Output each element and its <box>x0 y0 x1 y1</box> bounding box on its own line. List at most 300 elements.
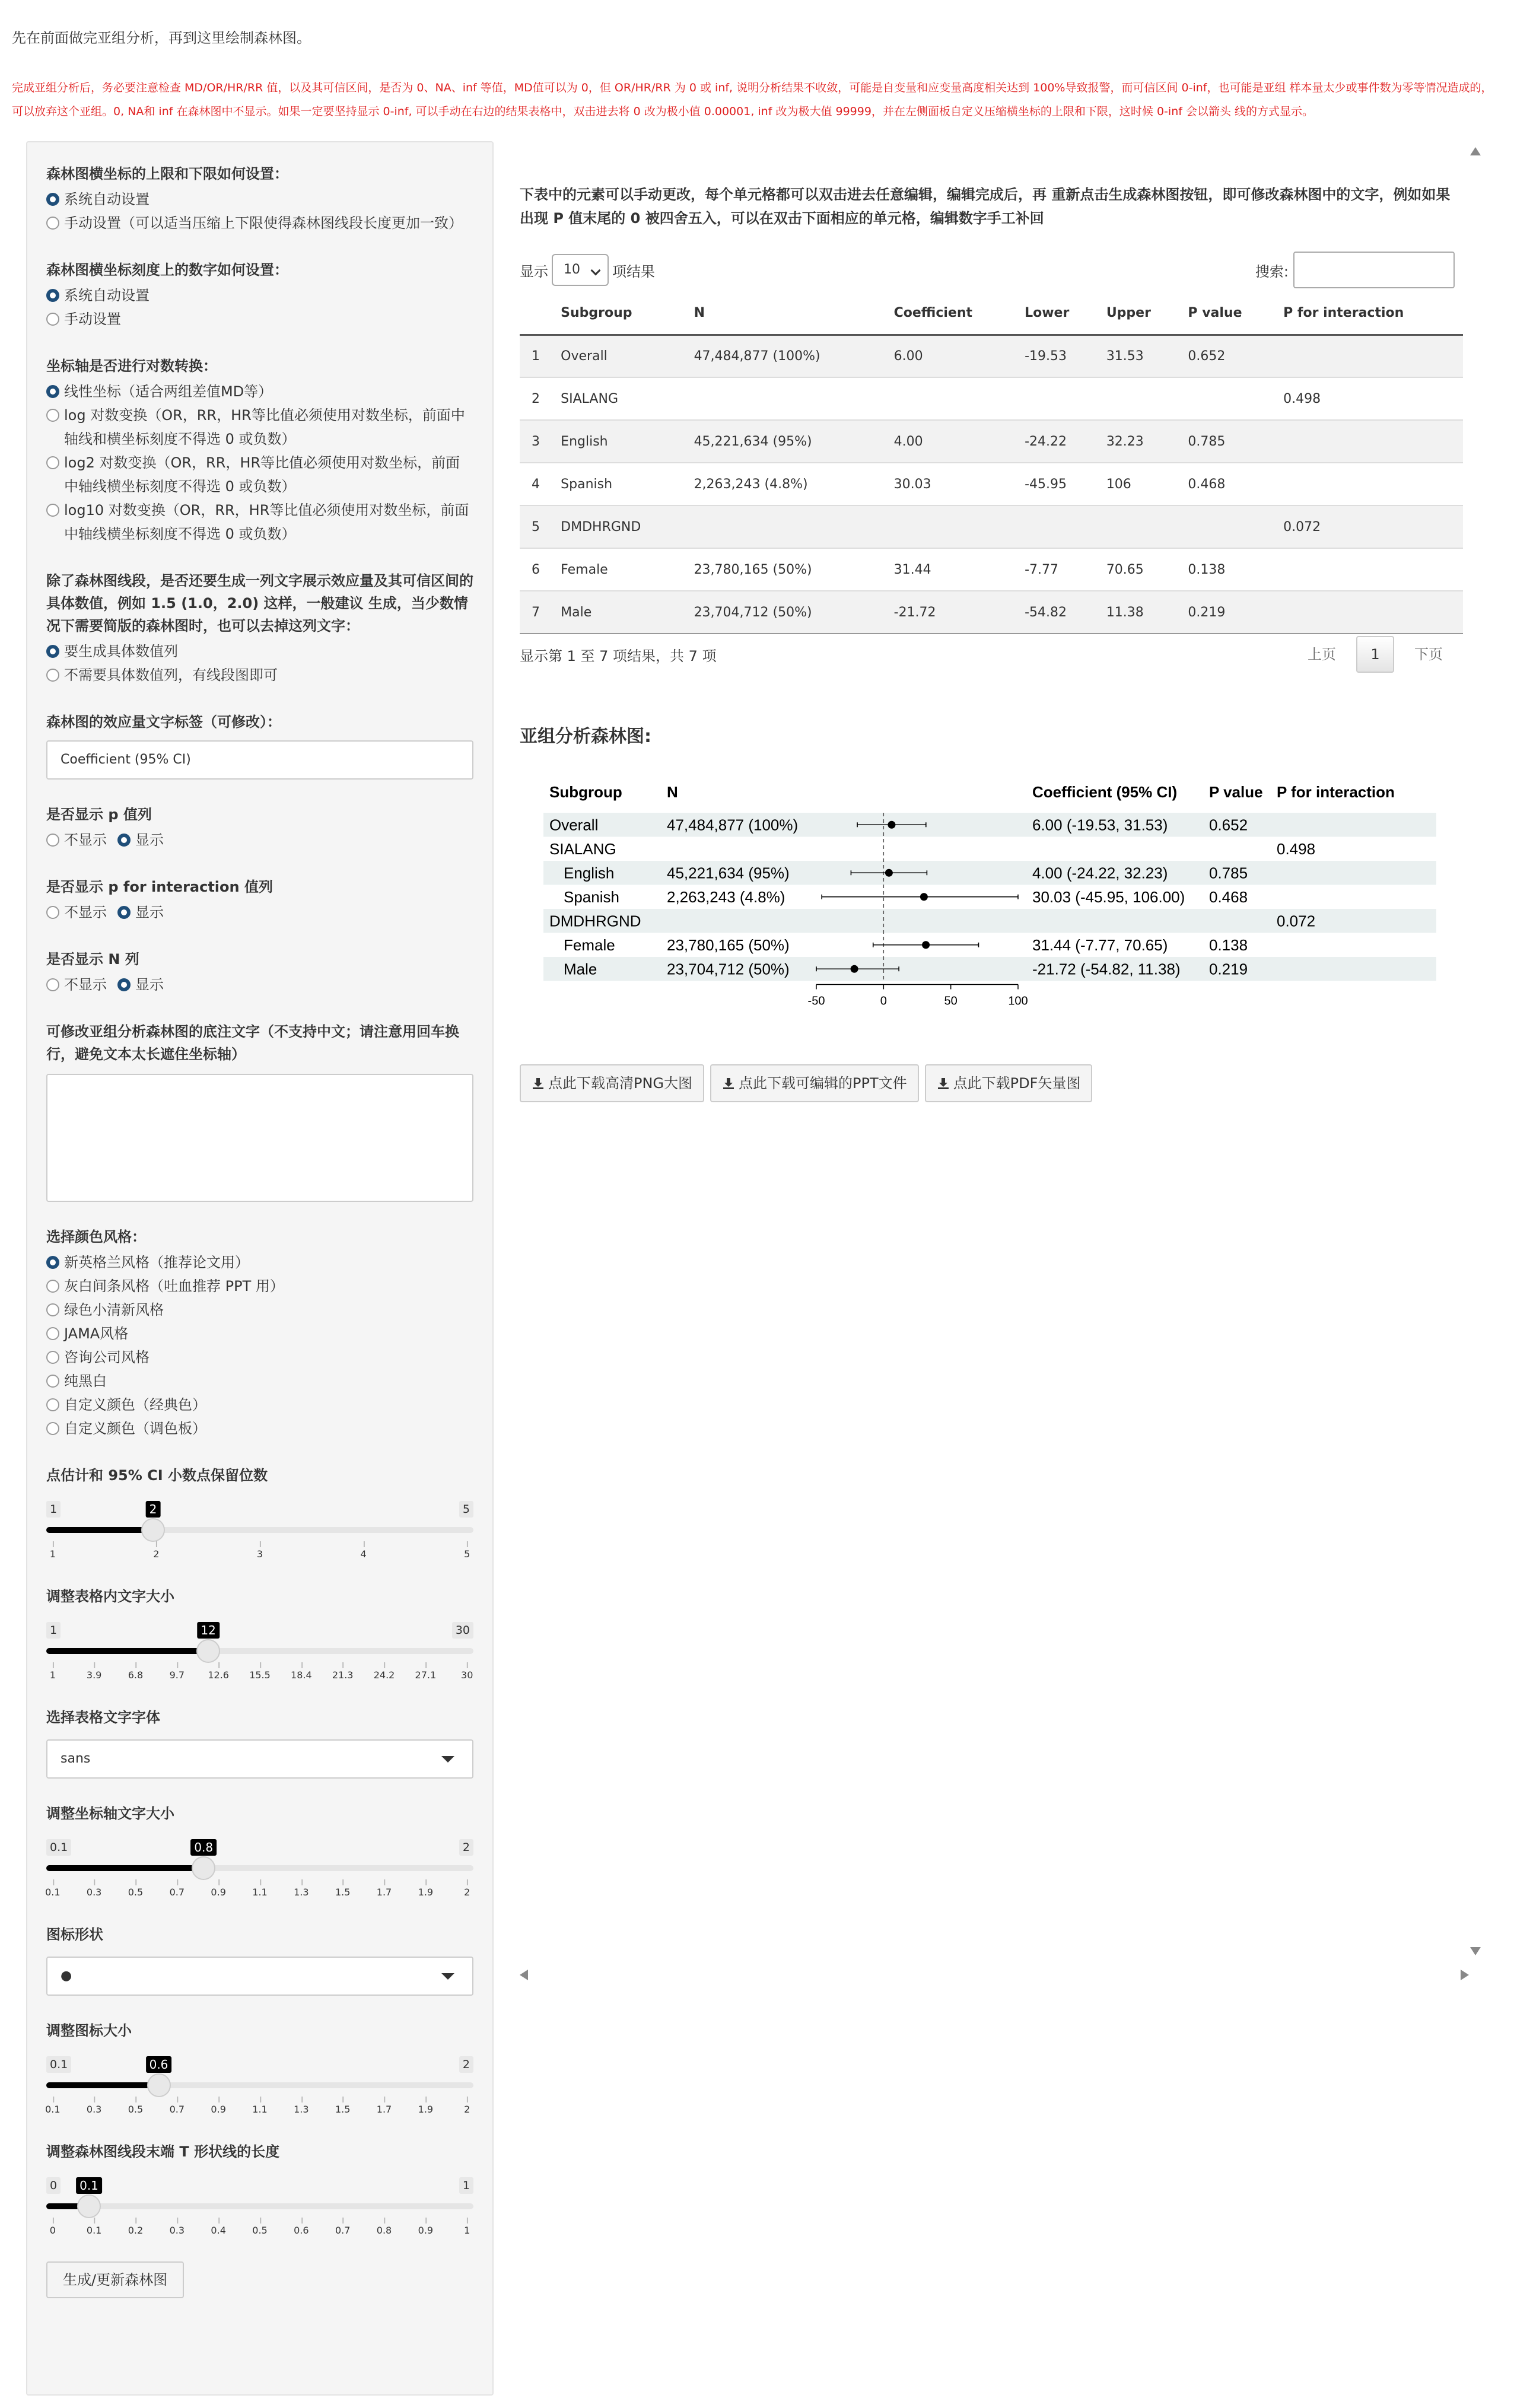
shape-size-handle[interactable] <box>147 2073 171 2097</box>
forest-header-p: P value <box>1209 783 1263 801</box>
download-ppt-button[interactable] <box>710 1064 919 1102</box>
shape-size-min: 0.1 <box>46 2056 71 2073</box>
log-transform-label: 坐标轴是否进行对数转换： <box>46 358 217 374</box>
warning-text: 完成亚组分析后，务必要注意检查 MD/OR/HR/RR 值，以及其可信区间，是否为 0、NA、inf 等值，MD值可以为 0，但 OR/HR/RR 为 0 或 inf, 说明分析结果不收敛，可能是自变量和应变量高度相关达到 100%导致报警，而可信区间 0-inf，也可能是亚组 样本量太少或事件数为零等情况造成的，可以放弃这个亚组。0, NA和 inf 在森林图中不显示。如果一定要坚持显示 0-inf, 可以手动在右边的结果表格中，双击进去将 0 改为极小值 0.00001, inf 改为极大值 99999，并在左侧面板自定义压缩横坐标的上限和下限，这时候 0-inf 会以箭头 线的方式显示。 <box>12 81 1493 118</box>
decimals-slider[interactable] <box>46 1490 473 1561</box>
radio-button-icon[interactable] <box>46 906 59 919</box>
slider-tick-label: 0.7 <box>169 2104 185 2115</box>
caret-down-icon <box>441 1756 454 1763</box>
log-transform-option-label: log 对数变换（OR，RR，HR等比值必须使用对数坐标，前面中轴线和横坐标刻度不得选 0 或负数） <box>64 407 465 447</box>
log-transform-option-label: 线性坐标（适合两组差值MD等） <box>64 383 273 400</box>
search-input[interactable] <box>1293 252 1455 288</box>
table-cell[interactable]: 0.498 <box>1271 377 1463 420</box>
font-size-value: 12 <box>197 1622 219 1639</box>
table-cell[interactable]: 32.23 <box>1095 420 1176 463</box>
decimals-value: 2 <box>146 1501 161 1518</box>
chevron-down-icon <box>591 266 601 276</box>
value-column-option-label: 要生成具体数值列 <box>64 643 178 660</box>
tcap-track[interactable] <box>46 2203 473 2209</box>
slider-tick-label: 0.7 <box>335 2225 351 2236</box>
shape-size-value: 0.6 <box>146 2056 172 2073</box>
table-cell[interactable]: Female <box>549 548 682 591</box>
table-cell[interactable]: -19.53 <box>1013 335 1095 377</box>
slider-tick-label: 0.9 <box>211 1887 226 1898</box>
table-cell[interactable]: SIALANG <box>549 377 682 420</box>
table-cell[interactable]: 0.138 <box>1176 548 1271 591</box>
column-header[interactable] <box>520 292 549 335</box>
color-style-option-label: JAMA风格 <box>64 1325 129 1342</box>
settings-panel <box>26 141 494 2396</box>
slider-tick-label: 1.1 <box>252 2104 268 2115</box>
slider-tick-label: 1.9 <box>418 2104 434 2115</box>
forest-x-tick-label: 100 <box>1008 994 1028 1008</box>
shape-label: 图标形状 <box>46 1926 103 1943</box>
slider-tick-label: 0.8 <box>376 2225 392 2236</box>
axis-limits-option[interactable] <box>46 187 473 211</box>
slider-tick-label: 0.3 <box>169 2225 185 2236</box>
axis-limits-option[interactable] <box>46 211 473 235</box>
length-prefix: 显示 <box>520 263 548 280</box>
radio-button-icon[interactable] <box>46 1280 59 1293</box>
download-icon <box>532 1077 545 1090</box>
table-cell[interactable]: 2 <box>520 377 549 420</box>
table-cell[interactable] <box>1176 377 1271 420</box>
axis-text-size-min: 0.1 <box>46 1839 71 1856</box>
show-n-option-label: 显示 <box>135 976 164 993</box>
radio-button-icon[interactable] <box>46 834 59 847</box>
table-cell[interactable]: -24.22 <box>1013 420 1095 463</box>
page-1-button[interactable]: 1 <box>1356 636 1394 673</box>
forest-row-n: 2,263,243 (4.8%) <box>667 888 785 906</box>
value-column-option[interactable] <box>46 663 473 687</box>
forest-row-p: 0.219 <box>1209 960 1248 978</box>
value-column-label: 除了森林图线段，是否还要生成一列文字展示效应量及其可信区间的具体数值，例如 1.5 (1.0，2.0) 这样，一般建议 生成，当少数情况下需要简版的森林图时，也可以去掉这列文字： <box>46 572 473 634</box>
font-size-slider[interactable] <box>46 1611 473 1682</box>
table-cell[interactable] <box>1095 505 1176 548</box>
table-cell[interactable]: 23,780,165 (50%) <box>682 548 882 591</box>
font-family-select[interactable] <box>46 1739 473 1779</box>
table-cell[interactable] <box>682 505 882 548</box>
decimals-label: 点估计和 95% CI 小数点保留位数 <box>46 1467 268 1484</box>
color-style-option[interactable] <box>46 1417 473 1440</box>
table-search <box>1255 252 1455 288</box>
column-header[interactable]: Subgroup <box>549 292 682 335</box>
table-cell[interactable]: 6 <box>520 548 549 591</box>
decimals-ticks <box>46 1541 473 1561</box>
download-pdf-label: 点此下载PDF矢量图 <box>953 1075 1081 1092</box>
table-cell[interactable]: 0.652 <box>1176 335 1271 377</box>
decimals-min: 1 <box>46 1501 61 1518</box>
show-pint-group <box>46 876 473 924</box>
slider-tick-label: 0.7 <box>169 1887 185 1898</box>
table-cell[interactable]: -45.95 <box>1013 463 1095 505</box>
forest-point <box>885 869 893 877</box>
radio-button-icon[interactable] <box>46 645 59 658</box>
forest-title: 亚组分析森林图: <box>520 726 651 747</box>
show-p-options <box>46 828 473 852</box>
table-cell[interactable] <box>1271 591 1463 634</box>
log-transform-group <box>46 355 473 546</box>
table-row <box>520 420 1463 463</box>
log-transform-option[interactable] <box>46 498 473 546</box>
table-cell[interactable]: Overall <box>549 335 682 377</box>
slider-tick-label: 3.9 <box>86 1669 102 1681</box>
table-cell[interactable] <box>1013 377 1095 420</box>
slider-tick-label: 1 <box>49 1548 56 1560</box>
scroll-down-arrow-icon[interactable] <box>1470 1947 1481 1955</box>
axis-ticks-group <box>46 259 473 331</box>
color-style-option-label: 新英格兰风格（推荐论文用） <box>64 1254 249 1271</box>
effect-label-label: 森林图的效应量文字标签（可修改）： <box>46 714 281 730</box>
footnote-label: 可修改亚组分析森林图的底注文字（不支持中文；请注意用回车换行，避免文本太长遮住坐标轴） <box>46 1023 459 1063</box>
forest-header-ci: Coefficient (95% CI) <box>1032 783 1178 801</box>
table-cell[interactable]: 31.53 <box>1095 335 1176 377</box>
show-n-option[interactable] <box>46 973 107 997</box>
table-cell[interactable]: -21.72 <box>882 591 1013 634</box>
axis-text-size-handle[interactable] <box>192 1856 215 1880</box>
axis-text-size-slider[interactable] <box>46 1828 473 1900</box>
slider-tick-label: 0.5 <box>128 1887 144 1898</box>
axis-limits-group <box>46 163 473 235</box>
show-n-option-label: 不显示 <box>64 976 107 993</box>
table-cell[interactable]: 3 <box>520 420 549 463</box>
radio-button-icon[interactable] <box>46 1375 59 1388</box>
decimals-group <box>46 1464 473 1561</box>
forest-x-tick-label: -50 <box>807 994 825 1008</box>
color-style-option[interactable] <box>46 1393 473 1417</box>
radio-button-icon[interactable] <box>46 409 59 422</box>
show-p-group <box>46 803 473 852</box>
table-cell[interactable]: 2,263,243 (4.8%) <box>682 463 882 505</box>
slider-tick-label: 1 <box>464 2225 470 2236</box>
table-cell[interactable]: 1 <box>520 335 549 377</box>
scroll-right-arrow-icon[interactable] <box>1461 1970 1469 1980</box>
column-header[interactable]: P value <box>1176 292 1271 335</box>
color-style-option[interactable] <box>46 1369 473 1393</box>
tcap-ticks <box>46 2218 473 2238</box>
show-pint-option[interactable] <box>117 901 164 924</box>
show-p-option[interactable] <box>46 828 107 852</box>
slider-tick-label: 6.8 <box>128 1669 144 1681</box>
footnote-group <box>46 1020 473 1202</box>
show-n-option[interactable] <box>117 973 164 997</box>
slider-tick-label: 5 <box>464 1548 470 1560</box>
column-header[interactable]: Lower <box>1013 292 1095 335</box>
radio-button-icon[interactable] <box>46 1303 59 1316</box>
pagination <box>1296 636 1455 673</box>
table-cell[interactable] <box>1271 420 1463 463</box>
decimals-fill <box>46 1527 153 1533</box>
show-n-options <box>46 973 473 997</box>
tcap-handle[interactable] <box>77 2194 101 2218</box>
show-pint-option[interactable] <box>46 901 107 924</box>
axis-limits-option-label: 系统自动设置 <box>64 191 150 208</box>
table-row <box>520 377 1463 420</box>
slider-tick-label: 24.2 <box>373 1669 395 1681</box>
slider-tick-label: 0.3 <box>86 2104 102 2115</box>
shape-size-ticks <box>46 2097 473 2117</box>
slider-tick-label: 0.9 <box>211 2104 226 2115</box>
radio-button-icon[interactable] <box>117 906 131 919</box>
axis-text-size-max: 2 <box>459 1839 473 1856</box>
slider-tick-label: 0.9 <box>418 2225 434 2236</box>
table-cell[interactable] <box>1013 505 1095 548</box>
color-style-option[interactable] <box>46 1298 473 1322</box>
decimals-handle[interactable] <box>141 1518 165 1542</box>
color-style-option[interactable] <box>46 1274 473 1298</box>
forest-point <box>922 941 930 949</box>
forest-x-tick-label: 50 <box>944 994 958 1008</box>
slider-tick-label: 4 <box>360 1548 367 1560</box>
show-pint-options <box>46 901 473 924</box>
color-style-option[interactable] <box>46 1251 473 1274</box>
forest-row-label: English <box>564 864 615 882</box>
radio-button-icon[interactable] <box>46 456 59 469</box>
radio-button-icon[interactable] <box>46 978 59 991</box>
table-cell[interactable]: 7 <box>520 591 549 634</box>
length-suffix: 项结果 <box>612 263 655 280</box>
tcap-max: 1 <box>459 2177 473 2194</box>
log-transform-option[interactable] <box>46 380 473 403</box>
forest-row-ci: 4.00 (-24.22, 32.23) <box>1032 864 1168 882</box>
table-header-row <box>520 292 1463 335</box>
scroll-up-arrow-icon[interactable] <box>1470 147 1481 155</box>
slider-tick-label: 0.6 <box>294 2225 309 2236</box>
slider-tick-label: 0 <box>49 2225 56 2236</box>
table-cell[interactable]: 31.44 <box>882 548 1013 591</box>
radio-button-icon[interactable] <box>46 1398 59 1411</box>
color-style-label: 选择颜色风格： <box>46 1229 146 1245</box>
table-cell[interactable] <box>682 377 882 420</box>
log-transform-option[interactable] <box>46 451 473 498</box>
tcap-value: 0.1 <box>76 2177 102 2194</box>
radio-button-icon[interactable] <box>46 1422 59 1435</box>
font-size-fill <box>46 1648 208 1654</box>
radio-button-icon[interactable] <box>46 1327 59 1340</box>
slider-tick-label: 1.9 <box>418 1887 434 1898</box>
download-png-label: 点此下载高清PNG大图 <box>548 1075 693 1092</box>
axis-text-size-fill <box>46 1865 203 1871</box>
table-cell[interactable]: 23,704,712 (50%) <box>682 591 882 634</box>
radio-button-icon[interactable] <box>46 289 59 302</box>
slider-tick-label: 0.1 <box>45 1887 61 1898</box>
slider-tick-label: 3 <box>256 1548 263 1560</box>
table-cell[interactable] <box>882 377 1013 420</box>
log-transform-option-label: log10 对数变换（OR，RR，HR等比值必须使用对数坐标，前面中轴线横坐标刻度不得选 0 或负数） <box>64 502 469 542</box>
table-cell[interactable]: 30.03 <box>882 463 1013 505</box>
axis-ticks-option-label: 手动设置 <box>64 311 121 327</box>
slider-tick-label: 1 <box>49 1669 56 1681</box>
axis-text-size-group <box>46 1802 473 1900</box>
intro-text: 先在前面做完亚组分析，再到这里绘制森林图。 <box>12 30 311 46</box>
table-cell[interactable]: 0.785 <box>1176 420 1271 463</box>
axis-ticks-option[interactable] <box>46 284 473 307</box>
forest-point <box>920 893 928 901</box>
show-pint-label: 是否显示 p for interaction 值列 <box>46 879 273 895</box>
font-size-handle[interactable] <box>196 1639 220 1663</box>
radio-button-icon[interactable] <box>46 217 59 230</box>
page-length-control <box>520 254 655 286</box>
font-size-min: 1 <box>46 1622 61 1639</box>
forest-row-ci: 6.00 (-19.53, 31.53) <box>1032 816 1168 834</box>
table-cell[interactable]: -7.77 <box>1013 548 1095 591</box>
table-cell[interactable]: 6.00 <box>882 335 1013 377</box>
axis-ticks-option[interactable] <box>46 307 473 331</box>
forest-header-pint: P for interaction <box>1277 783 1395 801</box>
generate-forest-button[interactable]: 生成/更新森林图 <box>46 2261 184 2298</box>
value-column-option[interactable] <box>46 640 473 663</box>
show-n-label: 是否显示 N 列 <box>46 951 139 968</box>
forest-row-n: 23,780,165 (50%) <box>667 936 790 954</box>
radio-button-icon[interactable] <box>46 1256 59 1269</box>
table-cell[interactable] <box>1176 505 1271 548</box>
table-cell[interactable]: 11.38 <box>1095 591 1176 634</box>
forest-header-n: N <box>667 783 678 801</box>
slider-tick-label: 1.3 <box>294 2104 309 2115</box>
table-cell[interactable]: 0.468 <box>1176 463 1271 505</box>
radio-button-icon[interactable] <box>46 1351 59 1364</box>
table-cell[interactable]: 70.65 <box>1095 548 1176 591</box>
column-header[interactable]: N <box>682 292 882 335</box>
forest-row-pint: 0.072 <box>1277 912 1316 930</box>
radio-button-icon[interactable] <box>46 313 59 326</box>
axis-text-size-value: 0.8 <box>190 1839 217 1856</box>
font-size-ticks <box>46 1662 473 1682</box>
table-cell[interactable] <box>882 505 1013 548</box>
table-cell[interactable]: DMDHRGND <box>549 505 682 548</box>
radio-button-icon[interactable] <box>46 193 59 206</box>
axis-text-size-label: 调整坐标轴文字大小 <box>46 1805 174 1822</box>
slider-tick-label: 2 <box>464 1887 470 1898</box>
footnote-textarea[interactable] <box>46 1074 473 1202</box>
radio-button-icon[interactable] <box>117 978 131 991</box>
caret-down-icon <box>441 1973 454 1980</box>
forest-point <box>851 965 858 973</box>
download-icon <box>722 1077 735 1090</box>
table-description: 下表中的元素可以手动更改，每个单元格都可以双击进去任意编辑，编辑完成后，再 重新点击生成森林图按钮，即可修改森林图中的文字，例如如果出现 P 值末尾的 0 被四舍五入，可以在双击下面相应的单元格，编辑数字手工补回 <box>520 186 1451 227</box>
tcap-slider[interactable] <box>46 2167 473 2238</box>
value-column-options <box>46 640 473 687</box>
table-cell[interactable]: Spanish <box>549 463 682 505</box>
download-pdf-button[interactable] <box>925 1064 1093 1102</box>
table-cell[interactable]: -54.82 <box>1013 591 1095 634</box>
show-n-group <box>46 948 473 997</box>
axis-ticks-option-label: 系统自动设置 <box>64 287 150 304</box>
font-size-label: 调整表格内文字大小 <box>46 1588 174 1605</box>
slider-tick-label: 0.2 <box>128 2225 144 2236</box>
table-info: 显示第 1 至 7 项结果，共 7 项 <box>520 648 717 664</box>
table-cell[interactable]: 5 <box>520 505 549 548</box>
table-cell[interactable] <box>1095 377 1176 420</box>
download-icon <box>937 1077 950 1090</box>
prev-page-button[interactable]: 上页 <box>1308 646 1336 663</box>
table-row <box>520 335 1463 377</box>
slider-tick-label: 12.6 <box>208 1669 229 1681</box>
forest-row-p: 0.652 <box>1209 816 1248 834</box>
table-cell[interactable] <box>1271 335 1463 377</box>
log-transform-option[interactable] <box>46 403 473 451</box>
shape-select[interactable] <box>46 1957 473 1996</box>
download-ppt-label: 点此下载可编辑的PPT文件 <box>739 1075 907 1092</box>
slider-tick-label: 0.3 <box>86 1887 102 1898</box>
forest-row-n: 45,221,634 (95%) <box>667 864 790 882</box>
slider-tick-label: 0.1 <box>45 2104 61 2115</box>
color-style-option[interactable] <box>46 1322 473 1345</box>
color-style-option[interactable] <box>46 1345 473 1369</box>
tcap-label: 调整森林图线段末端 T 形状线的长度 <box>46 2143 280 2160</box>
radio-button-icon[interactable] <box>46 504 59 517</box>
radio-button-icon[interactable] <box>117 834 131 847</box>
scroll-left-arrow-icon[interactable] <box>520 1970 528 1980</box>
radio-button-icon[interactable] <box>46 385 59 398</box>
shape-size-group <box>46 2019 473 2117</box>
log-transform-options <box>46 380 473 546</box>
forest-x-tick-label: 0 <box>880 994 887 1008</box>
main-panel <box>520 141 1467 1957</box>
slider-tick-label: 1.7 <box>376 1887 392 1898</box>
forest-row-label: Spanish <box>564 888 619 906</box>
tcap-group <box>46 2140 473 2238</box>
radio-button-icon[interactable] <box>46 669 59 682</box>
axis-text-size-ticks <box>46 1879 473 1900</box>
effect-label-input[interactable]: Coefficient (95% CI) <box>46 740 473 780</box>
download-buttons <box>520 1064 1098 1102</box>
table-cell[interactable]: 47,484,877 (100%) <box>682 335 882 377</box>
font-family-group <box>46 1706 473 1779</box>
table-cell[interactable] <box>1271 548 1463 591</box>
color-style-option-label: 咨询公司风格 <box>64 1349 150 1366</box>
show-p-option[interactable] <box>117 828 164 852</box>
forest-header-subgroup: Subgroup <box>549 783 622 801</box>
forest-row-label: DMDHRGND <box>549 912 641 930</box>
column-header[interactable]: Coefficient <box>882 292 1013 335</box>
decimals-max: 5 <box>459 1501 473 1518</box>
value-column-option-label: 不需要具体数值列，有线段图即可 <box>64 667 278 683</box>
download-png-button[interactable] <box>520 1064 704 1102</box>
next-page-button[interactable]: 下页 <box>1414 646 1443 663</box>
table-row <box>520 505 1463 548</box>
table-cell[interactable]: 106 <box>1095 463 1176 505</box>
table-cell[interactable]: 0.072 <box>1271 505 1463 548</box>
shape-size-slider[interactable] <box>46 2046 473 2117</box>
column-header[interactable]: P for interaction <box>1271 292 1463 335</box>
font-family-label: 选择表格文字字体 <box>46 1709 160 1726</box>
slider-tick-label: 2 <box>153 1548 160 1560</box>
page-length-select[interactable] <box>552 254 609 286</box>
table-row <box>520 591 1463 634</box>
table-cell[interactable]: 4 <box>520 463 549 505</box>
table-cell[interactable]: Male <box>549 591 682 634</box>
table-cell[interactable] <box>1271 463 1463 505</box>
table-cell[interactable]: English <box>549 420 682 463</box>
font-size-group <box>46 1585 473 1682</box>
forest-row-ci: 31.44 (-7.77, 70.65) <box>1032 936 1168 954</box>
table-cell[interactable]: 0.219 <box>1176 591 1271 634</box>
axis-limits-label: 森林图横坐标的上限和下限如何设置： <box>46 166 288 182</box>
column-header[interactable]: Upper <box>1095 292 1176 335</box>
forest-row-pint: 0.498 <box>1277 839 1316 858</box>
slider-tick-label: 1.7 <box>376 2104 392 2115</box>
table-cell[interactable]: 45,221,634 (95%) <box>682 420 882 463</box>
color-style-options <box>46 1251 473 1440</box>
table-cell[interactable]: 4.00 <box>882 420 1013 463</box>
value-column-group <box>46 570 473 687</box>
forest-row-label: Overall <box>549 816 599 834</box>
axis-limits-option-label: 手动设置（可以适当压缩上下限使得森林图线段长度更加一致） <box>64 215 463 231</box>
forest-plot <box>543 776 1457 1168</box>
forest-row-label: Female <box>564 936 615 954</box>
slider-tick-label: 1.5 <box>335 2104 351 2115</box>
